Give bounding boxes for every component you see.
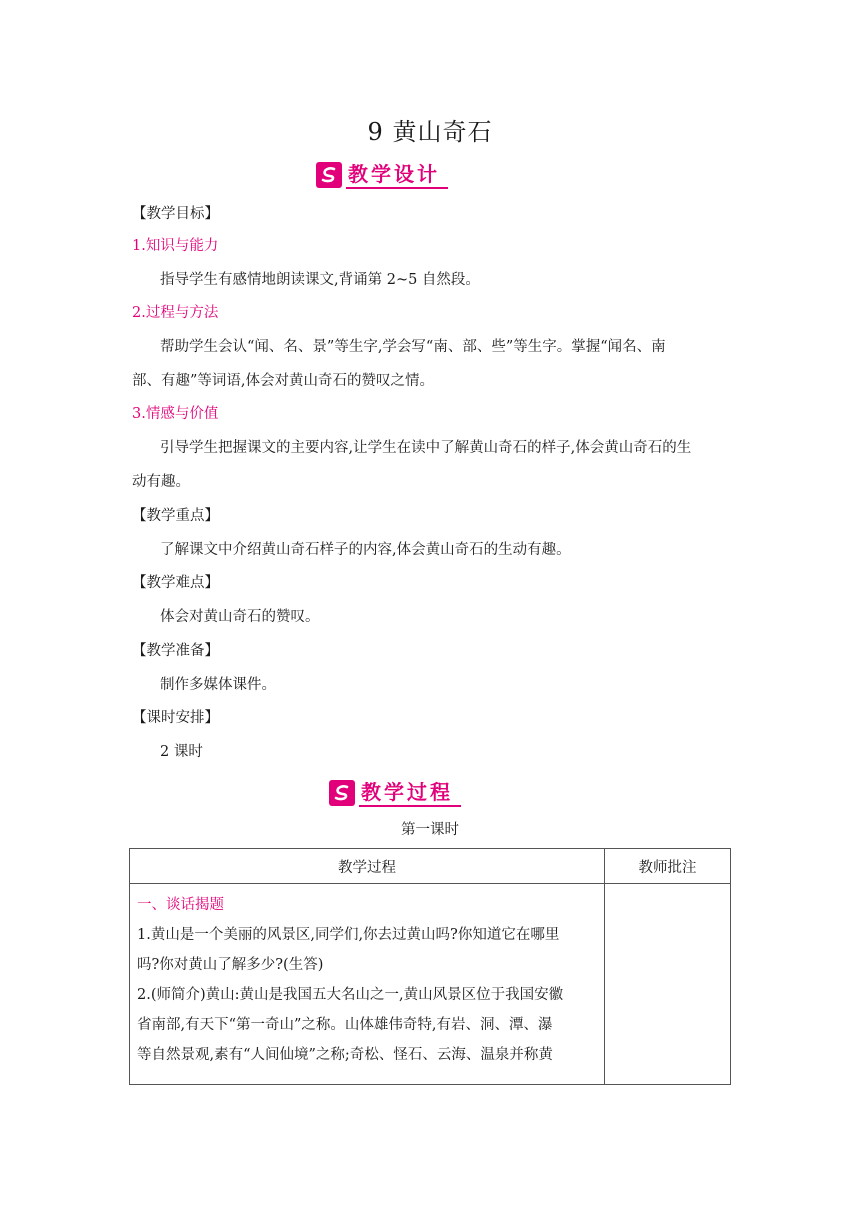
column-header-notes: 教师批注 xyxy=(605,849,731,884)
section-heading: 一、谈话揭题 xyxy=(137,897,224,913)
objective-2-text-line2: 部、有趣”等词语,体会对黄山奇石的赞叹之情。 xyxy=(132,373,435,389)
schedule-text: 2 课时 xyxy=(160,744,203,760)
process-table xyxy=(129,848,731,1085)
schedule-label: 【课时安排】 xyxy=(132,710,219,726)
notes-cell xyxy=(605,884,731,1085)
section-banner-design xyxy=(316,160,448,190)
column-header-process: 教学过程 xyxy=(130,849,605,884)
logo-icon xyxy=(329,780,355,806)
page-title: 9 黄山奇石 xyxy=(367,118,493,146)
key-points-label: 【教学重点】 xyxy=(132,508,219,524)
objective-3-text-line2: 动有趣。 xyxy=(132,474,190,490)
banner-label: 教学过程 xyxy=(359,780,461,807)
objectives-label: 【教学目标】 xyxy=(132,206,219,222)
process-cell xyxy=(130,884,605,1085)
objective-3-title: 3.情感与价值 xyxy=(132,406,219,422)
objective-1-title: 1.知识与能力 xyxy=(132,238,219,254)
content-line: 省南部,有天下“第一奇山”之称。山体雄伟奇特,有岩、洞、潭、瀑 xyxy=(137,1017,553,1033)
table-header-row xyxy=(130,849,731,884)
objective-2-text-line1: 帮助学生会认“闻、名、景”等生字,学会写“南、部、些”等生字。掌握“闻名、南 xyxy=(160,339,666,355)
objective-1-text: 指导学生有感情地朗读课文,背诵第 2~5 自然段。 xyxy=(160,272,480,288)
section-banner-process xyxy=(329,778,461,808)
content-line: 2.(师简介)黄山:黄山是我国五大名山之一,黄山风景区位于我国安徽 xyxy=(137,987,564,1003)
preparation-label: 【教学准备】 xyxy=(132,643,219,659)
difficulties-label: 【教学难点】 xyxy=(132,575,219,591)
key-points-text: 了解课文中介绍黄山奇石样子的内容,体会黄山奇石的生动有趣。 xyxy=(160,542,571,558)
lesson-label: 第一课时 xyxy=(401,822,459,838)
logo-icon xyxy=(316,162,342,188)
content-line: 等自然景观,素有“人间仙境”之称;奇松、怪石、云海、温泉并称黄 xyxy=(137,1047,553,1063)
preparation-text: 制作多媒体课件。 xyxy=(160,677,276,693)
table-row xyxy=(130,884,731,1085)
objective-3-text-line1: 引导学生把握课文的主要内容,让学生在读中了解黄山奇石的样子,体会黄山奇石的生 xyxy=(160,440,692,456)
content-line: 1.黄山是一个美丽的风景区,同学们,你去过黄山吗?你知道它在哪里 xyxy=(137,927,560,943)
objective-2-title: 2.过程与方法 xyxy=(132,305,219,321)
content-line: 吗?你对黄山了解多少?(生答) xyxy=(137,957,324,973)
difficulties-text: 体会对黄山奇石的赞叹。 xyxy=(160,609,320,625)
banner-label: 教学设计 xyxy=(346,162,448,189)
